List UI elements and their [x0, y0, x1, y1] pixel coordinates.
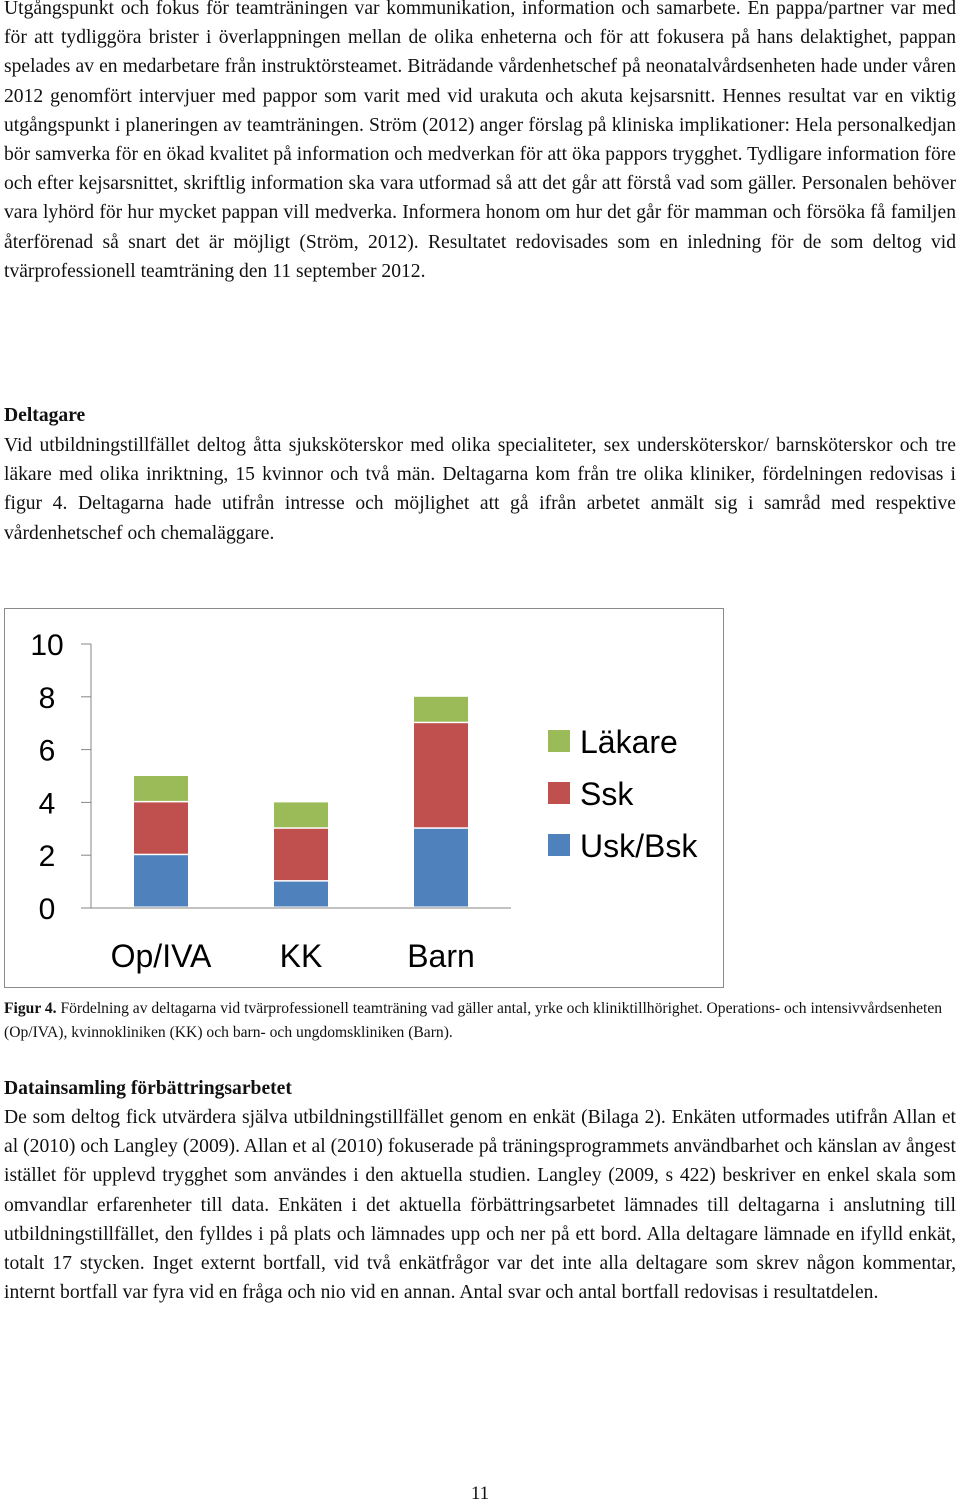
- legend-swatch-Ssk: [548, 782, 570, 804]
- bars: [134, 697, 468, 907]
- x-tick-label-Op/IVA: Op/IVA: [110, 938, 212, 974]
- y-tick-label-8: 8: [38, 681, 56, 715]
- bar-KK-Ssk: [274, 829, 328, 880]
- x-tick-label-KK: KK: [279, 938, 323, 974]
- legend-label-Ssk: Ssk: [580, 776, 634, 812]
- bar-Op/IVA-Ssk: [134, 802, 188, 853]
- caption-text: Fördelning av deltagarna vid tvärprofessionell teamträning vad gäller antal, yrke och kliniktillhörighet. Operations- och intensivvårdsenheten (Op/IVA), kvinnokliniken (KK) och barn- och ungdomskliniken (Barn).: [4, 1000, 943, 1041]
- body-paragraph-2: Vid utbildningstillfället deltog åtta sjuksköterskor med olika specialiteter, sex undersköterskor/ barnsköterskor och tre läkare med olika inriktning, 15 kvinnor och två män. Deltagarna kom från tre olika kliniker, fördelningen redovisas i figur 4. Deltagarna hade utifrån intresse och möjlighet att gå ifrån arbetet anmält sig i samråd med respektive vårdenhetschef och chemaläggare.: [4, 435, 956, 544]
- legend-label-Läkare: Läkare: [580, 724, 678, 760]
- figure-caption: [4, 997, 956, 1045]
- y-tick-label-6: 6: [38, 734, 56, 768]
- y-tick-label-2: 2: [38, 840, 56, 874]
- x-tick-label-Barn: Barn: [407, 938, 475, 974]
- legend: [548, 724, 698, 864]
- bar-KK-Usk/Bsk: [274, 882, 328, 907]
- y-tick-label-10: 10: [30, 629, 64, 662]
- legend-label-Usk/Bsk: Usk/Bsk: [580, 828, 698, 864]
- body-paragraph-1: Utgångspunkt och fokus för teamträningen var kommunikation, information och samarbete. En pappa/partner var med för att tydliggöra brister i överlappningen mellan de olika enheterna och för att fokusera på hans delaktighet, pappan spelades av en medarbetare från instruktörsteamet. Biträdande vårdenhetschef på neonatalvårdsenheten hade under våren 2012 genomfört intervjuer med pappor som varit med vid urakuta och akuta kejsarsnitt. Hennes resultat var en viktig utgångspunkt i planeringen av teamträningen. Ström (2012) anger förslag på kliniska implikationer: Hela personalkedjan bör samverka för en ökad kvalitet på information och medverkan för att öka pappors trygghet. Tydligare information före och efter kejsarsnittet, skriftlig information ska vara utformad så att det går att förstå vad som gäller. Personalen behöver vara lyhörd för hur mycket pappan vill medverka. Informera honom om hur det går för mamman och försöka få familjen återförenad så snart det är möjligt (Ström, 2012). Resultatet redovisades som en inledning för de som deltog vid tvärprofessionell teamträning den 11 september 2012.: [4, 0, 956, 282]
- legend-swatch-Usk/Bsk: [548, 834, 570, 856]
- page-number: 11: [470, 1483, 490, 1504]
- y-tick-label-4: 4: [38, 787, 56, 821]
- bar-KK-Läkare: [274, 802, 328, 827]
- y-axis: [30, 629, 91, 926]
- chart-figure-4: [4, 608, 724, 988]
- legend-swatch-Läkare: [548, 730, 570, 752]
- bar-Barn-Ssk: [414, 723, 468, 827]
- caption-label: Figur 4.: [4, 1000, 57, 1017]
- x-axis: [91, 908, 511, 974]
- y-tick-label-0: 0: [38, 893, 56, 926]
- bar-Op/IVA-Läkare: [134, 776, 188, 801]
- bar-Barn-Läkare: [414, 697, 468, 722]
- section-heading-deltagare: Deltagare: [4, 405, 86, 426]
- section-heading-datainsamling: Datainsamling förbättringsarbetet: [4, 1078, 292, 1099]
- bar-Barn-Usk/Bsk: [414, 829, 468, 907]
- bar-Op/IVA-Usk/Bsk: [134, 855, 188, 906]
- body-paragraph-3: De som deltog fick utvärdera själva utbildningstillfället genom en enkät (Bilaga 2). Enkäten utformades utifrån Allan et al (2010) och Langley (2009). Allan et al (2010) fokuserade på träningsprogrammets användbarhet och känslan av ångest istället för upplevd trygghet som användes i den aktuella studien. Langley (2009, s 422) beskriver en enkel skala som omvandlar erfarenheter till data. Enkäten i det aktuella förbättringsarbetet lämnades till deltagarna i anslutning till utbildningstillfället, den fylldes i på plats och lämnades upp och ner på ett bord. Alla deltagare lämnade en ifylld enkät, totalt 17 stycken. Inget externt bortfall, vid två enkätfrågor var det inte alla deltagare som skrev någon kommentar, internt bortfall var fyra vid en fråga och nio vid en annan. Antal svar och antal bortfall redovisas i resultatdelen.: [4, 1107, 956, 1304]
- stacked-bar-chart: [5, 609, 723, 987]
